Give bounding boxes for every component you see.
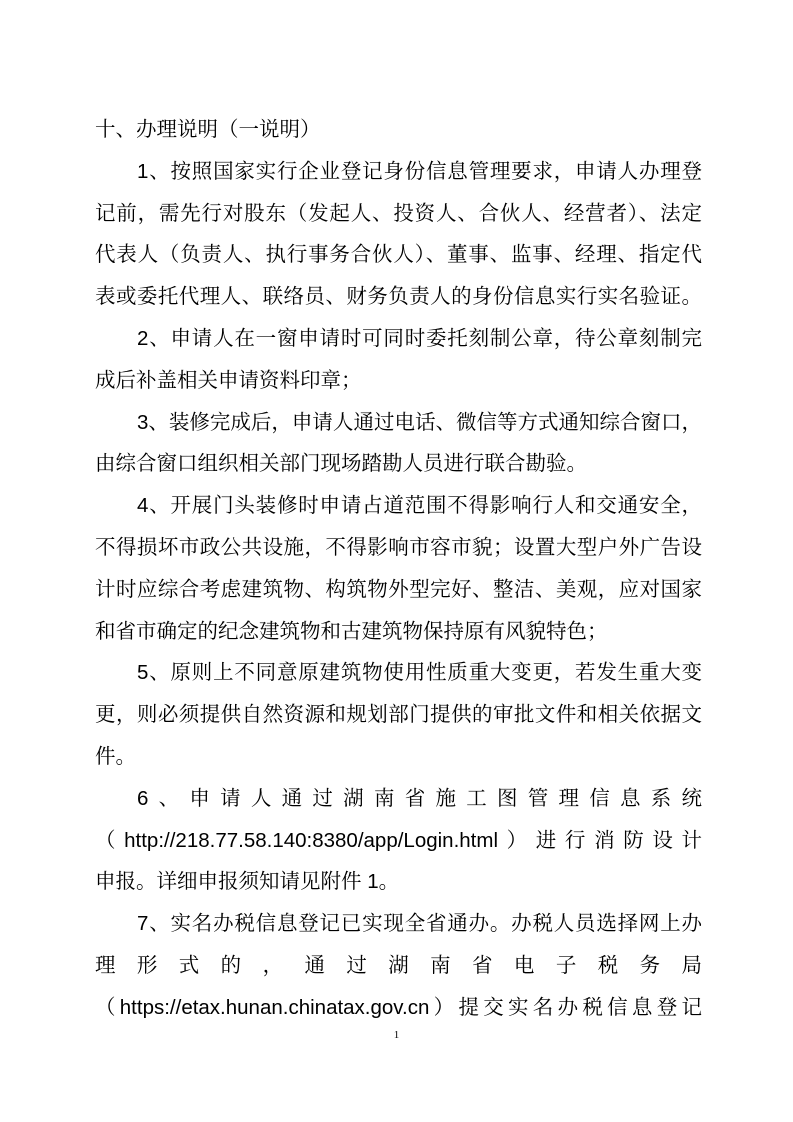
paragraph-5-line-2: 更，则必须提供自然资源和规划部门提供的审批文件和相关依据文 — [95, 703, 702, 727]
paragraph-3-line-1: 3、装修完成后，申请人通过电话、微信等方式通知综合窗口， — [137, 410, 702, 434]
paragraph-7-line-2: 理形式的，通过湖南省电子税务局 — [95, 953, 702, 977]
paragraph-2 — [95, 318, 702, 402]
paragraph-4-line-1: 4、开展门头装修时申请占道范围不得影响行人和交通安全， — [137, 494, 702, 518]
paragraph-7 — [95, 903, 702, 1028]
paragraph-2-line-1: 2、申请人在一窗申请时可同时委托刻制公章，待公章刻制完 — [137, 326, 702, 350]
paragraph-1-line-1: 1、按照国家实行企业登记身份信息管理要求，申请人办理登 — [137, 159, 702, 183]
paragraph-5-line-1: 5、原则上不同意原建筑物使用性质重大变更，若发生重大变 — [137, 661, 702, 685]
paragraph-5 — [95, 652, 702, 777]
paragraph-7-line-1: 7、实名办税信息登记已实现全省通办。办税人员选择网上办 — [137, 912, 702, 936]
paragraph-5-line-3: 件。 — [95, 744, 136, 768]
paragraph-6-line-3: 申报。详细申报须知请见附件 1。 — [95, 870, 400, 894]
paragraph-1-line-4: 表或委托代理人、联络员、财务负责人的身份信息实行实名验证。 — [95, 285, 702, 309]
paragraph-2-line-2: 成后补盖相关申请资料印章； — [95, 368, 362, 392]
paragraph-4-line-2: 不得损坏市政公共设施，不得影响市容市貌；设置大型户外广告设 — [95, 535, 702, 559]
paragraph-4-line-3: 计时应综合考虑建筑物、构筑物外型完好、整洁、美观，应对国家 — [95, 577, 702, 601]
paragraph-4-line-4: 和省市确定的纪念建筑物和古建筑物保持原有风貌特色； — [95, 619, 608, 643]
paragraph-3 — [95, 402, 702, 486]
page-number: 1 — [393, 1029, 400, 1041]
paragraph-6 — [95, 778, 702, 903]
paragraph-6-line-2: （http://218.77.58.140:8380/app/Login.html）进行消防设计 — [95, 828, 702, 852]
paragraph-1-line-2: 记前，需先行对股东（发起人、投资人、合伙人、经营者）、法定 — [95, 201, 702, 225]
paragraph-6-line-1: 6、申请人通过湖南省施工图管理信息系统 — [137, 786, 702, 810]
paragraph-1-line-3: 代表人（负责人、执行事务合伙人）、董事、监事、经理、指定代 — [95, 243, 702, 267]
paragraph-4 — [95, 485, 702, 652]
document-body — [95, 109, 702, 1029]
paragraph-3-line-2: 由综合窗口组织相关部门现场踏勘人员进行联合勘验。 — [95, 452, 587, 476]
section-heading: 十、办理说明（一说明） — [95, 118, 321, 141]
paragraph-7-line-3: （https://etax.hunan.chinatax.gov.cn）提交实名办税信息登记 — [95, 995, 702, 1019]
paragraph-1 — [95, 151, 702, 318]
